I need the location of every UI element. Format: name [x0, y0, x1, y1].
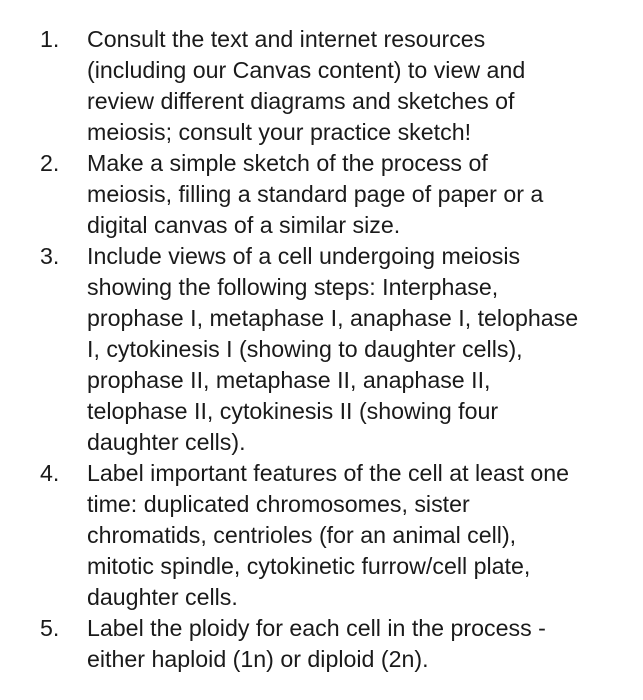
- item-text: Include views of a cell undergoing meiosis showing the following steps: Interphase, prophase I, metaphase I, anaphase I, telophase I, cytokinesis I (showing to daughter cells), prophase II, metaphase II, anaphase II, telophase II, cytokinesis II (showing four daughter cells).: [87, 243, 579, 455]
- item-number: 1.: [40, 26, 60, 52]
- item-number: 5.: [40, 615, 60, 641]
- item-text: Consult the text and internet resources (including our Canvas content) to view and review different diagrams and sketches of meiosis; consult your practice sketch!: [87, 26, 526, 145]
- item-number: 2.: [40, 150, 60, 176]
- list-item: [40, 241, 631, 458]
- list-item: [40, 24, 631, 148]
- item-text: Label the ploidy for each cell in the process - either haploid (1n) or diploid (2n).: [87, 615, 546, 672]
- instruction-list: [40, 24, 631, 675]
- list-item: [40, 148, 631, 241]
- list-item: [40, 458, 631, 613]
- item-text: Label important features of the cell at least one time: duplicated chromosomes, sister chromatids, centrioles (for an animal cell), mitotic spindle, cytokinetic furrow/cell plate, daughter cells.: [87, 460, 570, 610]
- item-number: 3.: [40, 243, 60, 269]
- item-number: 4.: [40, 460, 60, 486]
- list-item: [40, 613, 631, 675]
- item-text: Make a simple sketch of the process of meiosis, filling a standard page of paper or a digital canvas of a similar size.: [87, 150, 544, 238]
